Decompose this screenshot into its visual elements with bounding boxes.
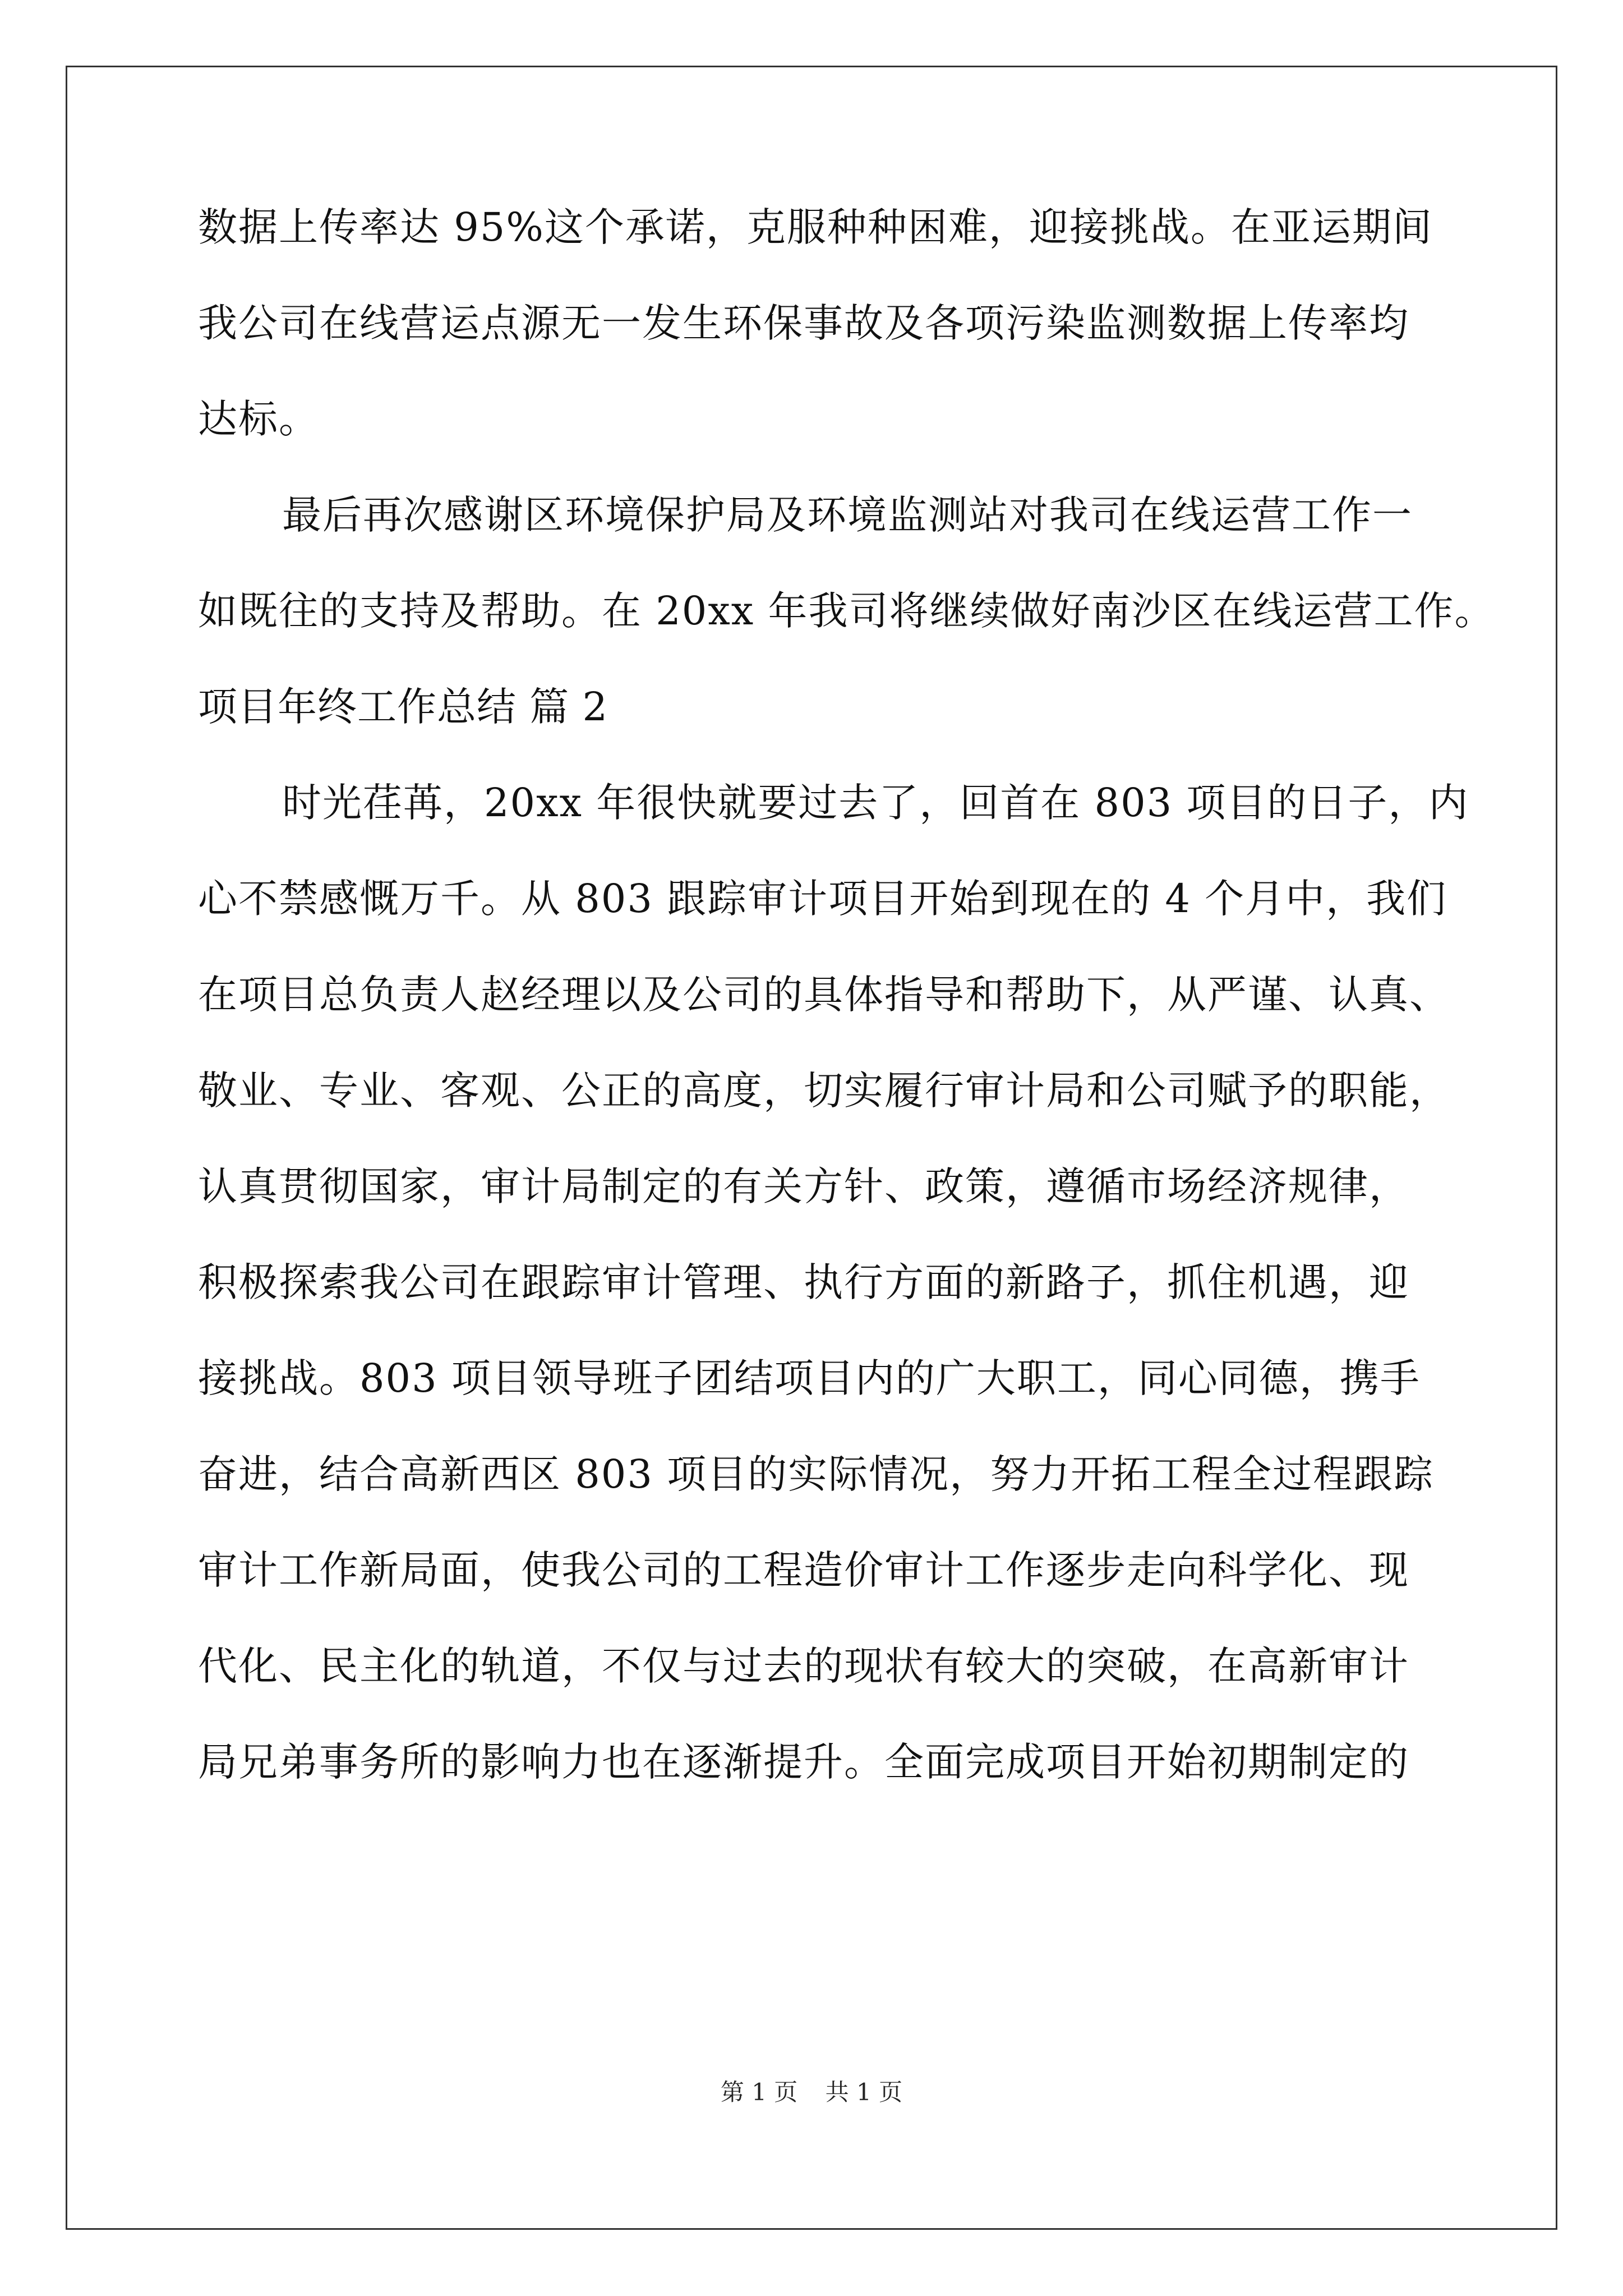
text-line: 奋进，结合高新西区 803 项目的实际情况，努力开拓工程全过程跟踪	[198, 1451, 1435, 1497]
text-line: 敬业、专业、客观、公正的高度，切实履行审计局和公司赋予的职能，	[198, 1068, 1450, 1114]
paragraph-start-line: 最后再次感谢区环境保护局及环境监测站对我司在线运营工作一	[282, 492, 1413, 538]
paragraph-start-line: 时光荏苒，20xx 年很快就要过去了，回首在 803 项目的日子，内	[282, 780, 1469, 826]
text-line: 局兄弟事务所的影响力也在逐渐提升。全面完成项目开始初期制定的	[198, 1739, 1409, 1785]
text-line: 我公司在线营运点源无一发生环保事故及各项污染监测数据上传率均	[198, 300, 1409, 346]
section-heading: 项目年终工作总结 篇 2	[198, 684, 608, 730]
page-total: 共 1 页	[825, 2078, 903, 2106]
text-line: 达标。	[198, 396, 319, 442]
text-line: 审计工作新局面，使我公司的工程造价审计工作逐步走向科学化、现	[198, 1547, 1409, 1593]
text-line: 心不禁感慨万千。从 803 跟踪审计项目开始到现在的 4 个月中，我们	[198, 876, 1447, 922]
text-line: 积极探索我公司在跟踪审计管理、执行方面的新路子，抓住机遇，迎	[198, 1259, 1409, 1305]
page-footer	[0, 2076, 1623, 2109]
text-line: 如既往的支持及帮助。在 20xx 年我司将继续做好南沙区在线运营工作。	[198, 588, 1495, 634]
page-number: 第 1 页	[720, 2078, 798, 2106]
document-body	[198, 202, 1495, 1833]
text-line: 在项目总负责人赵经理以及公司的具体指导和帮助下，从严谨、认真、	[198, 972, 1450, 1018]
text-line: 接挑战。803 项目领导班子团结项目内的广大职工，同心同德，携手	[198, 1355, 1421, 1401]
text-line: 数据上传率达 95%这个承诺，克服种种困难，迎接挑战。在亚运期间	[198, 204, 1433, 250]
text-line: 认真贯彻国家，审计局制定的有关方针、政策，遵循市场经济规律，	[198, 1163, 1409, 1209]
text-line: 代化、民主化的轨道，不仅与过去的现状有较大的突破，在高新审计	[198, 1643, 1409, 1689]
